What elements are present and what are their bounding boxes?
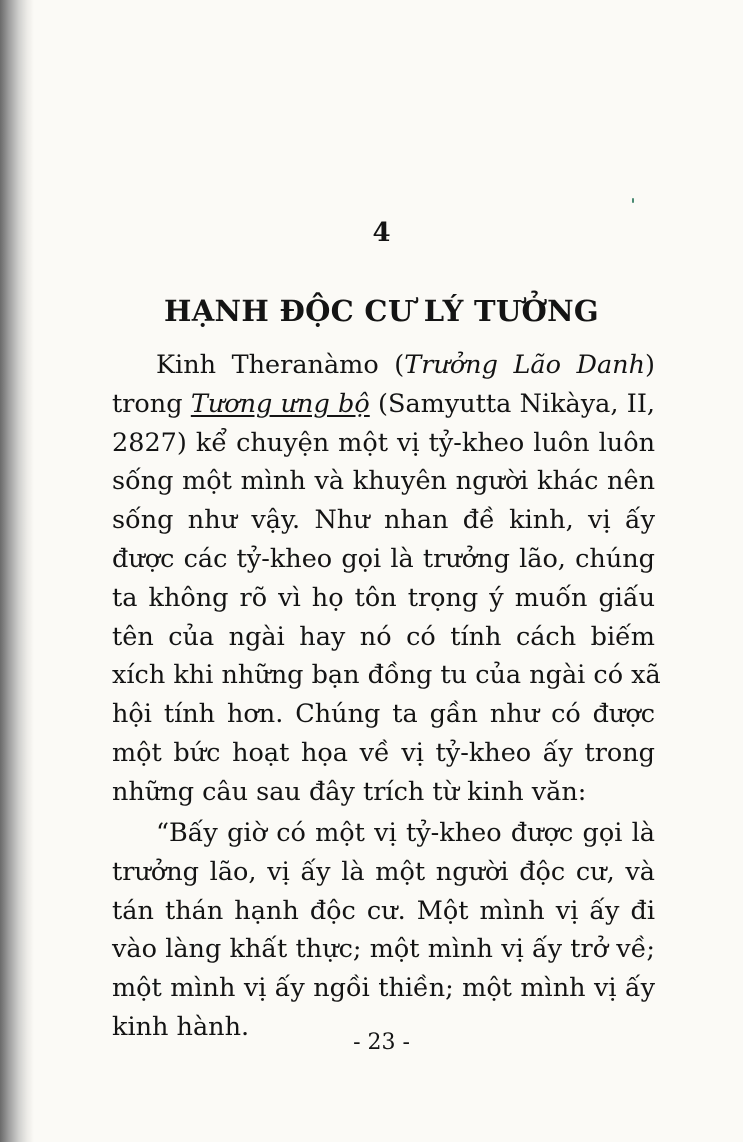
text-line: sống như vậy. Như nhan đề kinh, vị ấy xyxy=(112,505,655,536)
text-line: tán thán hạnh độc cư. Một mình vị ấy đi xyxy=(112,895,655,926)
text-line: tên của ngài hay nó có tính cách biếm xyxy=(112,621,655,652)
text-line: hội tính hơn. Chúng ta gần như có được xyxy=(112,699,655,730)
paragraph-1 xyxy=(112,346,661,812)
spine-shadow xyxy=(0,0,34,1142)
text-line: ta không rõ vì họ tôn trọng ý muốn giấu xyxy=(112,582,655,613)
text-run: ) xyxy=(645,350,655,380)
text-line: kinh hành. xyxy=(112,1011,250,1042)
text-line: vào làng khất thực; một mình vị ấy trở về; xyxy=(112,934,655,965)
text-line xyxy=(112,346,655,385)
collection-title-underlined: Tương ưng bộ xyxy=(190,388,370,419)
text-line: được các tỷ-kheo gọi là trưởng lão, chúng xyxy=(112,543,655,574)
text-run: (Samyutta Nikàya, II, xyxy=(369,388,655,419)
text-line: “Bấy giờ có một vị tỷ-kheo được gọi là xyxy=(156,818,655,848)
text-line: những câu sau đây trích từ kinh văn: xyxy=(112,776,587,807)
chapter-title: HẠNH ĐỘC CƯ LÝ TƯỞNG xyxy=(164,294,599,328)
text-run: trong xyxy=(112,388,191,419)
text-line xyxy=(112,385,655,424)
text-run: Kinh Theranàmo ( xyxy=(156,350,405,380)
chapter-number: 4 xyxy=(372,218,391,248)
text-line: 2827) kể chuyện một vị tỷ-kheo luôn luôn xyxy=(112,427,655,458)
sutta-title-italic: Trưởng Lão Danh xyxy=(404,350,646,380)
text-line: xích khi những bạn đồng tu của ngài có xã xyxy=(112,660,661,691)
text-line: một bức hoạt họa về vị tỷ-kheo ấy trong xyxy=(112,737,655,768)
text-line: trưởng lão, vị ấy là một người độc cư, và xyxy=(112,856,655,887)
paragraph-2-quote xyxy=(112,814,655,1047)
text-line: sống một mình và khuyên người khác nên xyxy=(112,466,655,497)
page-number: - 23 - xyxy=(353,1030,410,1055)
ink-speck xyxy=(632,198,634,203)
text-line: một mình vị ấy ngồi thiền; một mình vị ấy xyxy=(112,973,655,1004)
